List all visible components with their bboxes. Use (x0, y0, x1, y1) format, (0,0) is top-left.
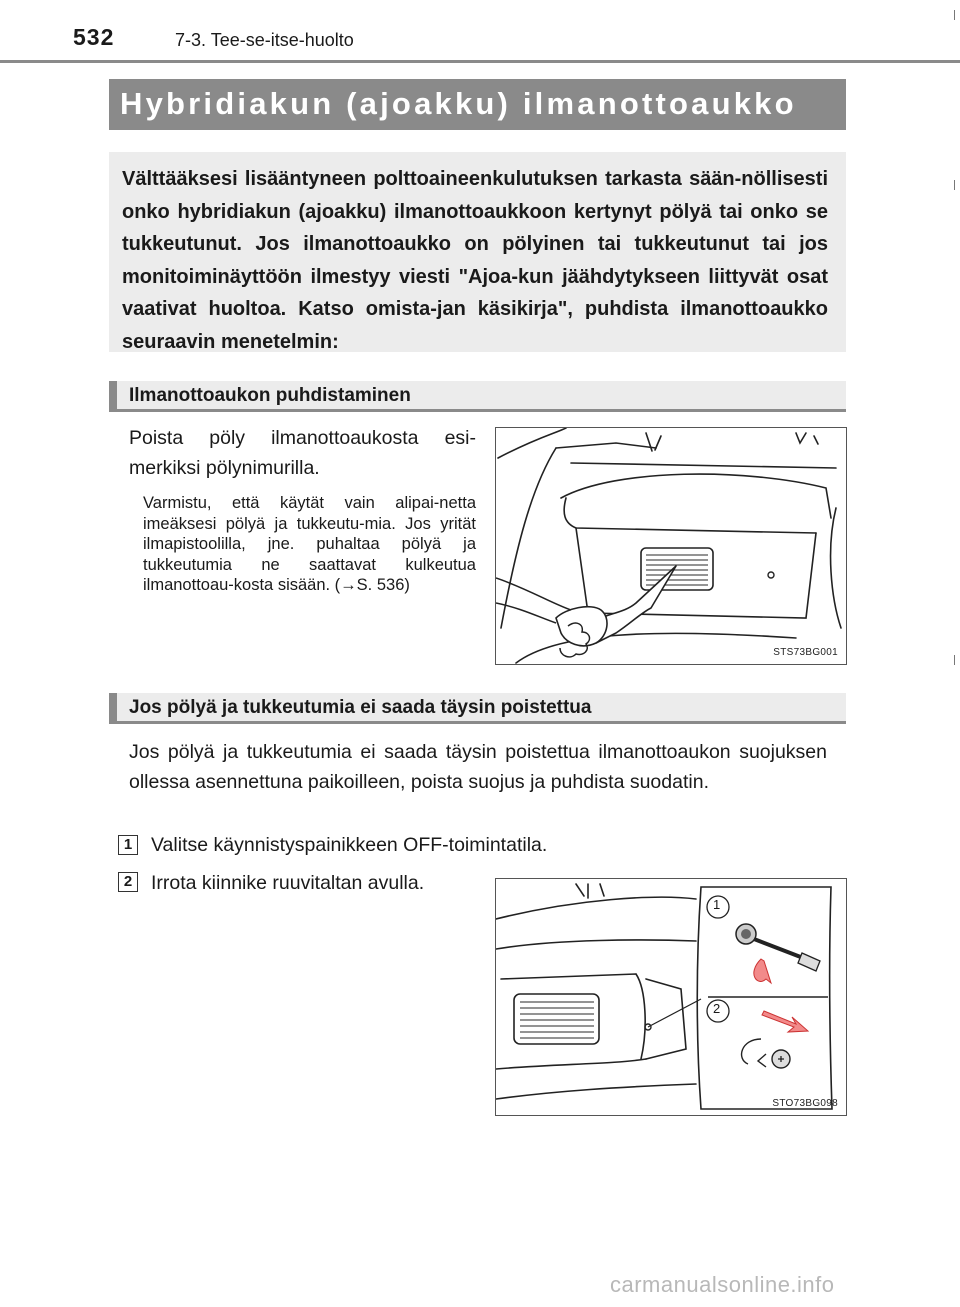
figure-vacuum-cleaning (495, 427, 847, 665)
chapter-title: 7-3. Tee-se-itse-huolto (175, 30, 354, 50)
step-text-2: Irrota kiinnike ruuvitaltan avulla. (151, 872, 425, 894)
header-rule (0, 60, 960, 63)
section1-body: Poista pöly ilmanottoaukosta esi-merkiksi pölynimurilla. (129, 427, 476, 479)
callout-2: 2 (713, 1001, 721, 1016)
section2-body: Jos pölyä ja tukkeutumia ei saada täysin poistettua ilmanottoaukon suojuksen ollessa asennettuna paikoilleen, poista suojus ja puhdista suodatin. (129, 741, 827, 793)
vent-grille (641, 548, 713, 590)
step-number-1: 1 (118, 835, 138, 855)
section-heading-not-removed: Jos pölyä ja tukkeutumia ei saada täysin poistettua (129, 697, 592, 718)
page-title: Hybridiakun (ajoakku) ilmanottoaukko (120, 86, 797, 121)
detail-inset (648, 887, 832, 1109)
clip-removal-illustration (496, 879, 846, 1115)
watermark: carmanualsonline.info (610, 1272, 835, 1297)
section1-note: Varmistu, että käytät vain alipai-netta imeäksesi pölyä ja tukkeutu-mia. Jos yrität ilmapistoolilla, jne. puhaltaa pölyä ja tukkeutumia ne saattavat kulkeutua ilmanottoau-kosta sisään. (→S. 536) (143, 494, 476, 594)
figure-remove-clip (495, 878, 847, 1116)
vacuum-cleaning-illustration (496, 428, 846, 664)
step-text-1: Valitse käynnistyspainikkeen OFF-toimintatila. (151, 834, 548, 856)
step-number-2: 2 (118, 872, 138, 892)
page-number: 532 (73, 24, 115, 50)
intro-text: Välttääksesi lisääntyneen polttoaineenkulutuksen tarkasta sään-nöllisesti onko hybridiakun (ajoakku) ilmanottoaukkoon kertynyt pölyä tai onko se tukkeutunut. Jos ilmanottoaukko on pölyinen tai tukkeutunut tai jos monitoiminäyttöön ilmestyy viesti "Ajoa-kun jäähdytykseen liittyvät osat vaativat huoltoa. Katso omista-jan käsikirja", puhdista ilmanottoaukko seuraavin menetelmin: (122, 168, 828, 353)
margin-tick (954, 655, 955, 665)
section-heading-cleaning: Ilmanottoaukon puhdistaminen (129, 385, 411, 406)
figure-code: STO73BG098 (772, 1098, 838, 1109)
callout-1: 1 (713, 897, 721, 912)
figure-code: STS73BG001 (773, 647, 838, 658)
margin-tick (954, 180, 955, 190)
margin-tick (954, 10, 955, 20)
vent-grille (514, 994, 599, 1044)
